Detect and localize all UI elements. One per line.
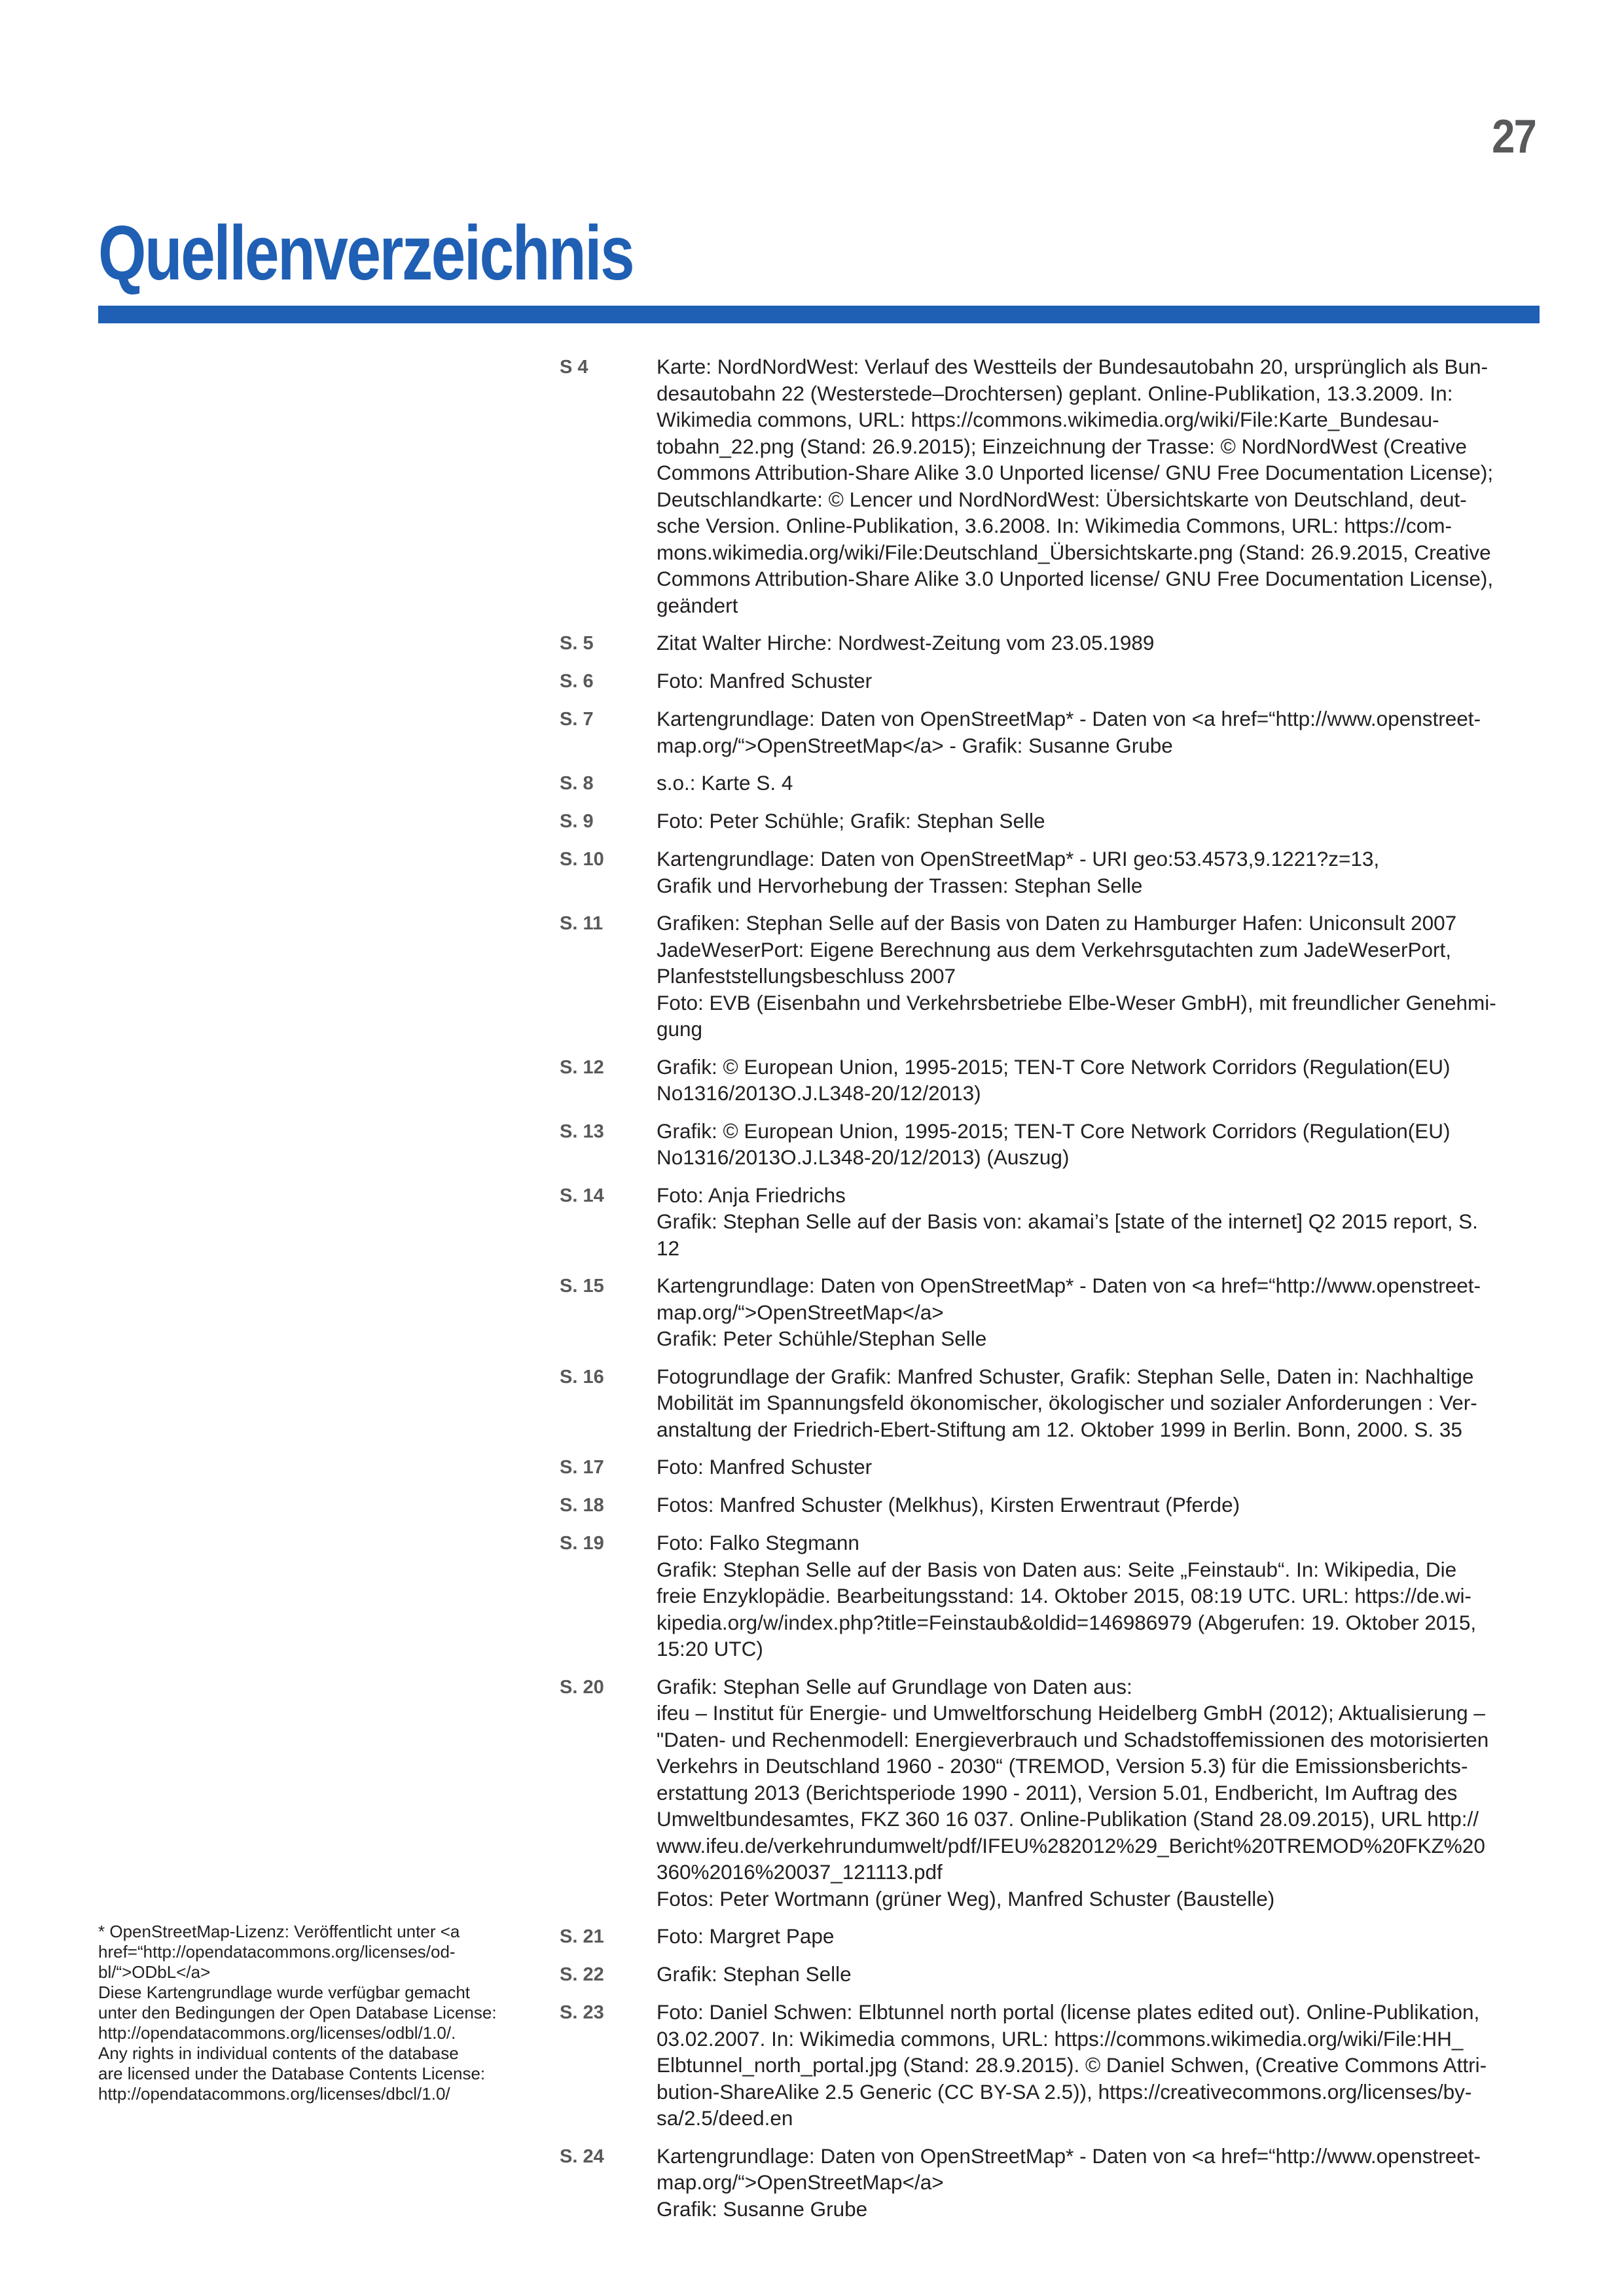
source-description — [657, 1118, 1542, 1171]
source-line: Foto: Peter Schühle; Grafik: Stephan Selle — [657, 809, 1045, 833]
source-line: Fotogrundlage der Grafik: Manfred Schuster, Grafik: Stephan Selle, Daten in: Nachhaltige — [657, 1364, 1474, 1388]
source-line: Foto: Falko Stegmann — [657, 1531, 859, 1554]
source-page-ref: S. 7 — [560, 709, 594, 730]
source-line: Umweltbundesamtes, FKZ 360 16 037. Online-Publikation (Stand 28.09.2015), URL http:// — [657, 1807, 1479, 1831]
footnote-line: href=“http://opendatacommons.org/licenses/od- — [98, 1942, 456, 1962]
source-line: JadeWeserPort: Eigene Berechnung aus dem Verkehrsgutachten zum JadeWeserPort, — [657, 937, 1452, 961]
source-line: erstattung 2013 (Berichtsperiode 1990 - 2011), Version 5.01, Endbericht, Im Auftrag des — [657, 1780, 1458, 1804]
source-line: Foto: Anja Friedrichs — [657, 1183, 846, 1207]
source-entry — [560, 353, 1542, 619]
source-page-ref: S. 6 — [560, 671, 594, 692]
footnote-line: unter den Bedingungen der Open Database License: — [98, 2003, 497, 2022]
source-description — [657, 808, 1542, 834]
source-line: Fotos: Peter Wortmann (grüner Weg), Manfred Schuster (Baustelle) — [657, 1886, 1275, 1910]
source-line: 12 — [657, 1236, 680, 1260]
source-line: Foto: EVB (Eisenbahn und Verkehrsbetriebe Elbe-Weser GmbH), mit freundlicher Genehmi- — [657, 990, 1496, 1014]
source-line: Karte: NordNordWest: Verlauf des Westteils der Bundesautobahn 20, ursprünglich als Bun- — [657, 355, 1489, 378]
source-entry — [560, 1054, 1542, 1107]
source-entry — [560, 1118, 1542, 1171]
source-line: Planfeststellungsbeschluss 2007 — [657, 964, 956, 988]
footnote-line: are licensed under the Database Contents License: — [98, 2064, 486, 2083]
source-entry — [560, 1999, 1542, 2132]
source-entry — [560, 668, 1542, 694]
source-description — [657, 1054, 1542, 1107]
source-line: No1316/2013O.J.L348-20/12/2013) — [657, 1081, 981, 1105]
source-description — [657, 1961, 1542, 1988]
source-description — [657, 630, 1542, 656]
source-entry — [560, 1454, 1542, 1480]
source-entry — [560, 910, 1542, 1043]
footnote-line: * OpenStreetMap-Lizenz: Veröffentlicht unter <a — [98, 1922, 460, 1941]
source-line: Kartengrundlage: Daten von OpenStreetMap* - URI geo:53.4573,9.1221?z=13, — [657, 847, 1380, 870]
source-description — [657, 353, 1542, 619]
source-line: Grafik: Susanne Grube — [657, 2197, 868, 2221]
source-page-ref: S. 13 — [560, 1121, 604, 1142]
source-line: Grafik: © European Union, 1995-2015; TEN-T Core Network Corridors (Regulation(EU) — [657, 1054, 1451, 1079]
source-line: Mobilität im Spannungsfeld ökonomischer, ökologischer und sozialer Anforderungen : Ver- — [657, 1391, 1477, 1414]
source-page-ref: S. 11 — [560, 913, 604, 934]
source-line: freie Enzyklopädie. Bearbeitungsstand: 14. Oktober 2015, 08:19 UTC. URL: https://de.wi- — [657, 1584, 1471, 1607]
source-line: 15:20 UTC) — [657, 1637, 763, 1660]
source-line: gung — [657, 1017, 703, 1041]
source-line: Grafik: Stephan Selle auf der Basis von Daten aus: Seite „Feinstaub“. In: Wikipedia, Die — [657, 1557, 1457, 1581]
source-entry — [560, 1530, 1542, 1662]
source-line: "Daten- und Rechenmodell: Energieverbrauch und Schadstoffemissionen des motorisierten — [657, 1727, 1489, 1751]
source-description — [657, 1454, 1542, 1480]
source-line: map.org/“>OpenStreetMap</a> - Grafik: Susanne Grube — [657, 733, 1173, 757]
source-line: kipedia.org/w/index.php?title=Feinstaub&oldid=146986979 (Abgerufen: 19. Oktober 2015, — [657, 1610, 1477, 1634]
source-page-ref: S. 17 — [560, 1457, 604, 1478]
source-description — [657, 770, 1542, 797]
source-line: desautobahn 22 (Westerstede–Drochtersen) geplant. Online-Publikation, 13.3.2009. In: — [657, 381, 1453, 405]
source-description — [657, 2143, 1542, 2223]
source-description — [657, 668, 1542, 694]
source-line: No1316/2013O.J.L348-20/12/2013) (Auszug) — [657, 1145, 1070, 1169]
source-line: 360%2016%20037_121113.pdf — [657, 1860, 943, 1884]
source-line: Kartengrundlage: Daten von OpenStreetMap* - Daten von <a href=“http://www.openstreet- — [657, 707, 1481, 730]
source-page-ref: S. 20 — [560, 1676, 604, 1698]
source-line: Elbtunnel_north_portal.jpg (Stand: 28.9.2015). © Daniel Schwen, (Creative Commons Attri- — [657, 2053, 1487, 2077]
source-line: Commons Attribution-Share Alike 3.0 Unported license/ GNU Free Documentation License); — [657, 461, 1494, 484]
footnote-line: http://opendatacommons.org/licenses/odbl/1.0/. — [98, 2023, 456, 2043]
source-line: Grafiken: Stephan Selle auf der Basis von Daten zu Hamburger Hafen: Uniconsult 2007 — [657, 911, 1457, 935]
source-page-ref: S. 16 — [560, 1366, 604, 1388]
source-page-ref: S. 19 — [560, 1533, 604, 1554]
source-line: geändert — [657, 593, 738, 617]
source-line: sa/2.5/deed.en — [657, 2106, 793, 2130]
footnote-line: bl/“>ODbL</a> — [98, 1962, 211, 1982]
source-entry — [560, 808, 1542, 834]
source-entry — [560, 1923, 1542, 1950]
source-entry — [560, 1961, 1542, 1988]
source-line: Grafik: Stephan Selle auf Grundlage von Daten aus: — [657, 1674, 1132, 1698]
source-line: map.org/“>OpenStreetMap</a> — [657, 2170, 944, 2194]
source-line: mons.wikimedia.org/wiki/File:Deutschland_Übersichtskarte.png (Stand: 26.9.2015, Creative — [657, 540, 1491, 564]
source-line: 03.02.2007. In: Wikimedia commons, URL: https://commons.wikimedia.org/wiki/File:HH_ — [657, 2026, 1464, 2051]
source-line: www.ifeu.de/verkehrundumwelt/pdf/IFEU%282012%29_Bericht%20TREMOD%20FKZ%20 — [657, 1833, 1485, 1857]
source-entry — [560, 706, 1542, 759]
source-line: tobahn_22.png (Stand: 26.9.2015); Einzeichnung der Trasse: © NordNordWest (Creative — [657, 434, 1467, 458]
source-line: Kartengrundlage: Daten von OpenStreetMap* - Daten von <a href=“http://www.openstreet- — [657, 1274, 1481, 1297]
source-line: bution-ShareAlike 2.5 Generic (CC BY-SA 2.5)), https://creativecommons.org/licenses/by- — [657, 2079, 1472, 2104]
source-line: map.org/“>OpenStreetMap</a> — [657, 1300, 944, 1324]
source-page-ref: S 4 — [560, 357, 588, 378]
source-line: Commons Attribution-Share Alike 3.0 Unported license/ GNU Free Documentation License), — [657, 567, 1494, 590]
source-line: Foto: Margret Pape — [657, 1924, 835, 1948]
footnote-line: http://opendatacommons.org/licenses/dbcl/1.0/ — [98, 2084, 450, 2104]
source-line: Verkehrs in Deutschland 1960 - 2030“ (TREMOD, Version 5.3) für die Emissionsberichts- — [657, 1754, 1468, 1778]
source-page-ref: S. 10 — [560, 849, 604, 870]
footnote-line: Diese Kartengrundlage wurde verfügbar gemacht — [98, 1982, 471, 2002]
source-description — [657, 1272, 1542, 1352]
source-line: Grafik: Peter Schühle/Stephan Selle — [657, 1327, 987, 1350]
source-line: Zitat Walter Hirche: Nordwest-Zeitung vom 23.05.1989 — [657, 631, 1155, 655]
page-number: 27 — [1492, 111, 1536, 163]
source-description — [657, 1363, 1542, 1443]
source-entry — [560, 846, 1542, 899]
source-line: Grafik und Hervorhebung der Trassen: Stephan Selle — [657, 873, 1143, 897]
source-entry — [560, 1182, 1542, 1262]
source-line: Fotos: Manfred Schuster (Melkhus), Kirsten Erwentraut (Pferde) — [657, 1493, 1240, 1516]
source-line: Deutschlandkarte: © Lencer und NordNordWest: Übersichtskarte von Deutschland, deut- — [657, 487, 1467, 511]
source-description — [657, 1530, 1542, 1662]
source-page-ref: S. 14 — [560, 1185, 604, 1206]
source-description — [657, 1492, 1542, 1518]
source-page-ref: S. 15 — [560, 1276, 604, 1297]
source-entry — [560, 2143, 1542, 2223]
source-line: s.o.: Karte S. 4 — [657, 771, 793, 795]
source-description — [657, 1999, 1542, 2132]
source-line: Foto: Daniel Schwen: Elbtunnel north portal (license plates edited out). Online-Publikation, — [657, 2000, 1480, 2024]
source-list — [560, 353, 1542, 2233]
source-entry — [560, 1492, 1542, 1518]
source-entry — [560, 1674, 1542, 1912]
source-page-ref: S. 5 — [560, 633, 594, 654]
source-page-ref: S. 9 — [560, 811, 594, 832]
source-line: Wikimedia commons, URL: https://commons.wikimedia.org/wiki/File:Karte_Bundesau- — [657, 408, 1439, 431]
source-entry — [560, 770, 1542, 797]
source-entry — [560, 630, 1542, 656]
source-description — [657, 846, 1542, 899]
source-page-ref: S. 24 — [560, 2145, 604, 2167]
source-description — [657, 1923, 1542, 1950]
footnote-line: Any rights in individual contents of the database — [98, 2043, 459, 2063]
source-line: sche Version. Online-Publikation, 3.6.2008. In: Wikimedia Commons, URL: https://com- — [657, 514, 1453, 537]
source-description — [657, 1182, 1542, 1262]
footnote-license — [98, 1922, 543, 2104]
source-description — [657, 706, 1542, 759]
source-page-ref: S. 21 — [560, 1926, 604, 1947]
source-page-ref: S. 18 — [560, 1495, 604, 1516]
source-page-ref: S. 12 — [560, 1056, 604, 1078]
source-page-ref: S. 8 — [560, 773, 594, 794]
source-page-ref: S. 23 — [560, 2002, 604, 2023]
source-line: Grafik: Stephan Selle auf der Basis von: akamai’s [state of the internet] Q2 2015 report, S. — [657, 1210, 1478, 1233]
source-line: ifeu – Institut für Energie- und Umweltforschung Heidelberg GmbH (2012); Aktualisierung – — [657, 1701, 1485, 1725]
source-description — [657, 910, 1542, 1043]
title-rule — [98, 306, 1540, 323]
source-description — [657, 1674, 1542, 1912]
source-line: Grafik: Stephan Selle — [657, 1962, 852, 1986]
source-entry — [560, 1363, 1542, 1443]
source-line: Grafik: © European Union, 1995-2015; TEN-T Core Network Corridors (Regulation(EU) — [657, 1119, 1451, 1143]
source-line: Foto: Manfred Schuster — [657, 669, 873, 692]
source-line: Foto: Manfred Schuster — [657, 1455, 873, 1479]
source-page-ref: S. 22 — [560, 1964, 604, 1985]
source-line: anstaltung der Friedrich-Ebert-Stiftung am 12. Oktober 1999 in Berlin. Bonn, 2000. S. 35 — [657, 1417, 1462, 1441]
source-line: Kartengrundlage: Daten von OpenStreetMap* - Daten von <a href=“http://www.openstreet- — [657, 2144, 1481, 2168]
source-entry — [560, 1272, 1542, 1352]
page-title: Quellenverzeichnis — [98, 210, 634, 296]
